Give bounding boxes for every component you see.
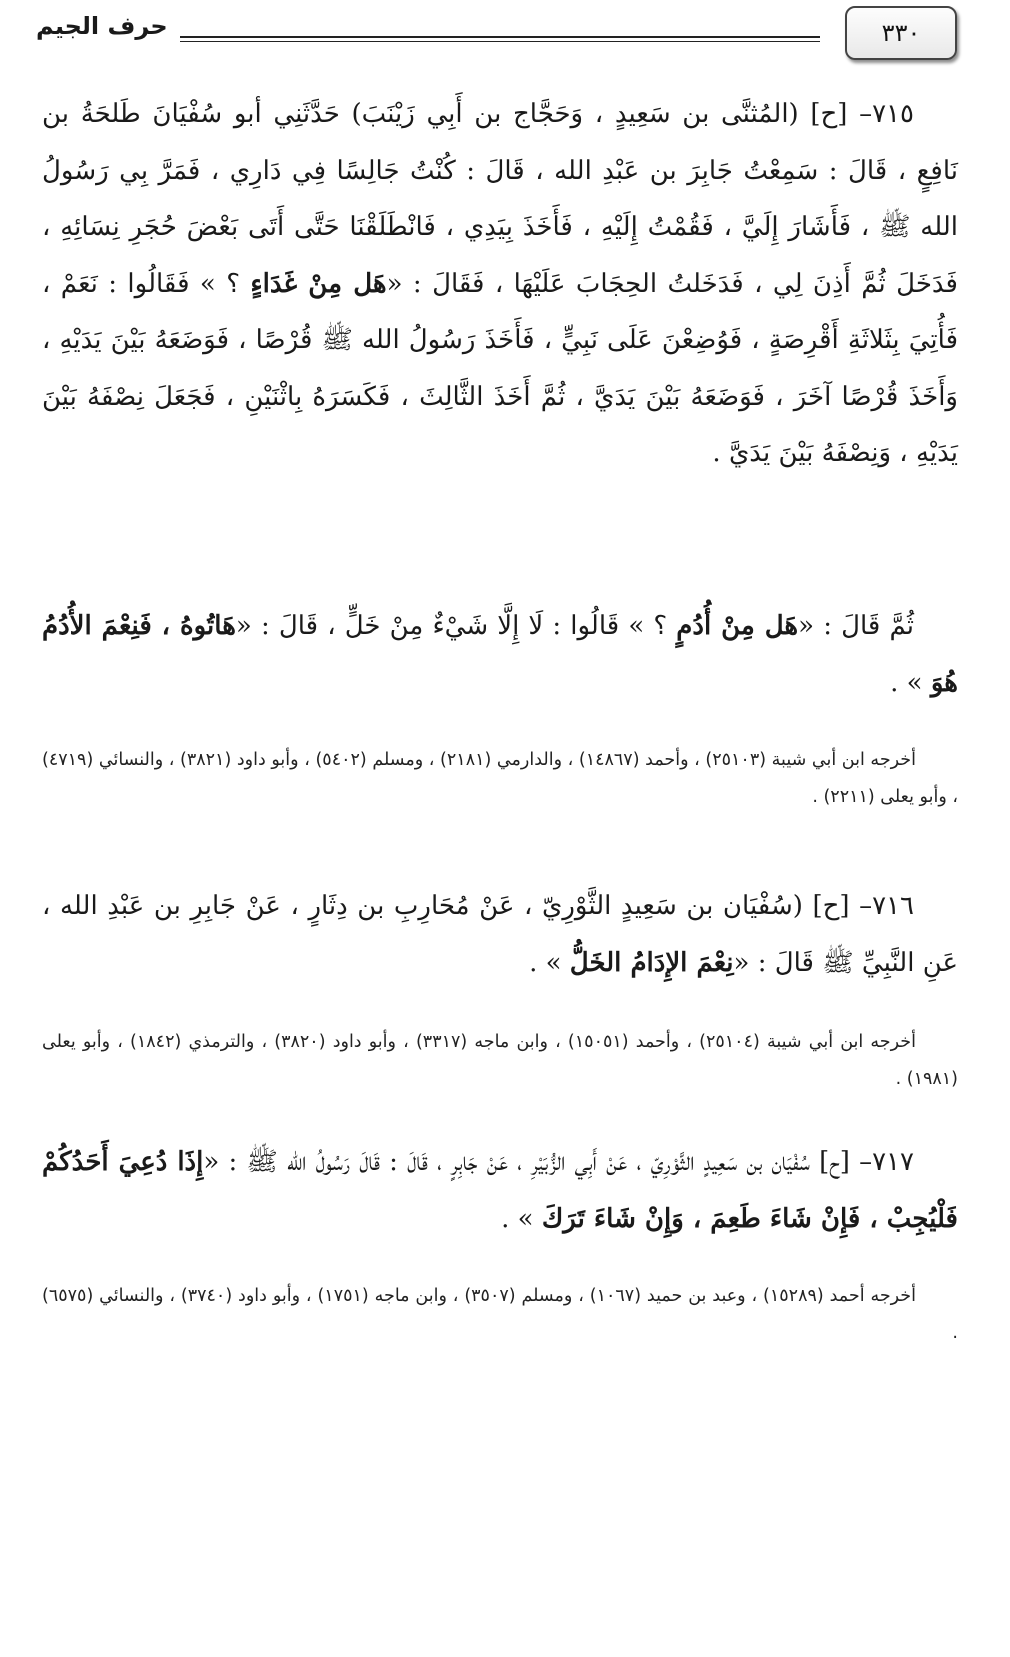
hadith-715 [42,86,958,482]
prophetic-quote: هَل مِنْ أُدُمٍ [676,611,799,641]
takhrij-717-text: أخرجه أحمد (١٥٢٨٩) ، وعبد بن حميد (١٠٦٧) ، ومسلم (٣٥٠٧) ، وابن ماجه (١٧٥١) ، وأبو داود (٣٧٤٠) ، والنسائي (٦٥٧٥) . [42,1286,958,1343]
hadith-716-text [42,878,958,991]
hadith-text-segment: » . [529,947,570,978]
hadith-text-segment: » . [501,1203,542,1234]
hadith-715-text [42,86,958,482]
header-rule [180,36,820,38]
hadith-716 [42,878,958,991]
takhrij-716-text: أخرجه ابن أبي شيبة (٢٥١٠٤) ، وأحمد (١٥٠٥١) ، وابن ماجه (٣٣١٧) ، وأبو داود (٣٨٢٠) ، والترمذي (١٨٤٢) ، وأبو يعلى (١٩٨١) . [42,1032,958,1089]
takhrij-715-text: أخرجه ابن أبي شيبة (٢٥١٠٣) ، وأحمد (١٤٨٦٧) ، والدارمي (٢١٨١) ، ومسلم (٥٤٠٢) ، وأبو داود (٣٨٢١) ، والنسائي (٤٧١٩) ، وأبو يعلى (٢٢١١) . [42,750,958,807]
page-number: ٣٣٠ [881,19,921,47]
hadith-715-continuation-text [42,598,958,711]
page-number-badge [845,6,957,60]
prophetic-quote: نِعْمَ الإِدَامُ الخَلُّ [569,947,734,978]
hadith-715-continuation [42,598,958,711]
header-rule-thin [180,41,820,42]
takhrij-717 [42,1278,958,1352]
prophetic-quote: هَل مِنْ غَدَاءٍ [250,268,387,299]
hadith-text-segment: ثُمَّ قَالَ : « [798,611,914,641]
hadith-717-text [42,1134,958,1247]
hadith-text-segment: » . [890,667,931,698]
takhrij-715 [42,742,958,816]
prophetic-quote: إِذَا دُعِيَ أَحَدُكُمْ فَلْيُجِبْ ، فَإِنْ شَاءَ طَعِمَ ، وَإِنْ شَاءَ تَرَكَ [42,1147,958,1234]
hadith-717 [42,1134,958,1247]
takhrij-716 [42,1024,958,1098]
hadith-text-segment: ؟ » قَالُوا : لَا إِلَّا شَيْءٌ مِنْ خَلٍّ ، قَالَ : « [235,611,677,641]
chapter-title: حرف الجيم [36,12,168,40]
hadith-text-segment: ٧١٦– [ح] (سُفْيَان بن سَعِيدٍ الثَّوْرِيّ ، عَنْ مُحَارِبِ بن دِثَارٍ ، عَنْ جَابِرِ بن عَبْدِ الله ، عَنِ النَّبِيِّ ﷺ قَالَ : « [42,891,958,978]
hadith-text-segment: ٧١٧– [ح] سُفْيَان بن سَعِيدٍ الثَّوْرِيّ ، عَنْ أَبِي الزُّبَيْرِ ، عَنْ جَابِرٍ ، قَالَ : قَالَ رَسُولُ الله ﷺ : « [203,1147,914,1177]
prophetic-quote: هَاتُوهُ ، فَنِعْمَ الأُدُمُ هُوَ [42,611,958,698]
hadith-text-segment: ؟ » فَقَالُوا : نَعَمْ ، فَأُتِيَ بِثَلاثَةِ أَقْرِصَةٍ ، فَوُضِعْنَ عَلَى نَبِيٍّ ، فَأَخَذَ رَسُولُ الله ﷺ قُرْصًا ، فَوَضَعَهُ بَيْنَ يَدَيْهِ ، وَأَخَذَ قُرْصًا آخَرَ ، فَوَضَعَهُ بَيْنَ يَدَيَّ ، ثُمَّ أَخَذَ الثَّالِثَ ، فَكَسَرَهُ بِاثْنَيْنِ ، فَجَعَلَ نِصْفَهُ بَيْنَ يَدَيْهِ ، وَنِصْفَهُ بَيْنَ يَدَيَّ . [42,268,958,468]
hadith-text-segment: ٧١٥– [ح] (المُثنَّى بن سَعِيدٍ ، وَحَجَّاج بن أَبِي زَيْنَبَ) حَدَّثَنِي أبو سُفْيَانَ طَلحَةُ بن نَافِعٍ ، قَالَ : سَمِعْتُ جَابِرَ بن عَبْدِ الله ، قَالَ : كُنْتُ جَالِسًا فِي دَارِي ، فَمَرَّ بِي رَسُولُ الله ﷺ ، فَأَشَارَ إِلَيَّ ، فَقُمْتُ إِلَيْهِ ، فَأَخَذَ بِيَدِي ، فَانْطَلَقْنَا حَتَّى أَتَى بَعْضَ حُجَرِ نِسَائِهِ ، فَدَخَلَ ثُمَّ أَذِنَ لِي ، فَدَخَلتُ الحِجَابَ عَلَيْهَا ، فَقَالَ : « [42,99,958,299]
